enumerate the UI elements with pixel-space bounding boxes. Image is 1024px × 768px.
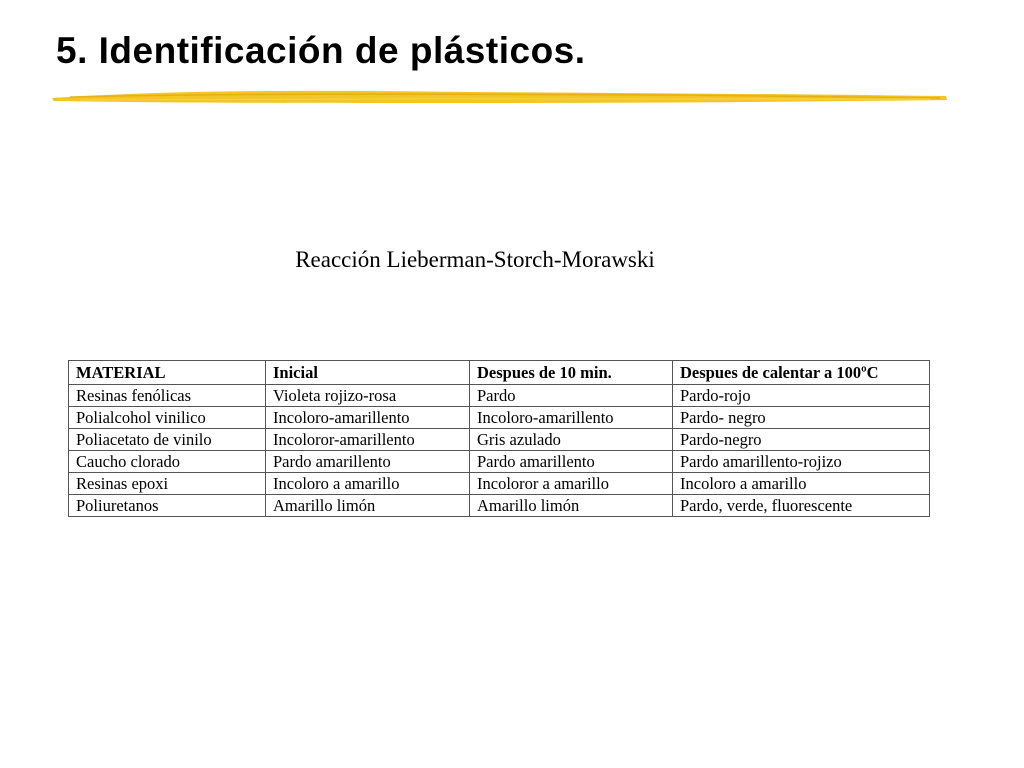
table-row — [69, 385, 930, 407]
after-heating-cell: Pardo- negro — [673, 407, 930, 429]
after-10-min-cell: Amarillo limón — [470, 495, 673, 517]
slide-title: 5. Identificación de plásticos. — [56, 30, 586, 71]
table-row — [69, 473, 930, 495]
table-row — [69, 495, 930, 517]
table-row — [69, 407, 930, 429]
initial-color-cell: Incoloro a amarillo — [266, 473, 470, 495]
after-10-min-cell: Pardo — [470, 385, 673, 407]
table-row — [69, 429, 930, 451]
initial-color-cell: Amarillo limón — [266, 495, 470, 517]
material-cell: Resinas fenólicas — [69, 385, 266, 407]
table-row — [69, 451, 930, 473]
initial-color-cell: Incoloror-amarillento — [266, 429, 470, 451]
after-10-min-cell: Pardo amarillento — [470, 451, 673, 473]
after-heating-cell: Pardo-rojo — [673, 385, 930, 407]
column-header-material: MATERIAL — [69, 361, 266, 385]
material-cell: Resinas epoxi — [69, 473, 266, 495]
column-header-after-10-min: Despues de 10 min. — [470, 361, 673, 385]
material-cell: Poliuretanos — [69, 495, 266, 517]
column-header-after-heating: Despues de calentar a 100ºC — [673, 361, 930, 385]
table-header-row — [69, 361, 930, 385]
material-cell: Polialcohol vinilico — [69, 407, 266, 429]
column-header-initial: Inicial — [266, 361, 470, 385]
after-heating-cell: Pardo amarillento-rojizo — [673, 451, 930, 473]
title-underline-brushstroke — [50, 84, 950, 108]
after-heating-cell: Pardo, verde, fluorescente — [673, 495, 930, 517]
after-10-min-cell: Gris azulado — [470, 429, 673, 451]
after-heating-cell: Incoloro a amarillo — [673, 473, 930, 495]
initial-color-cell: Pardo amarillento — [266, 451, 470, 473]
initial-color-cell: Incoloro-amarillento — [266, 407, 470, 429]
plastics-reaction-table — [68, 360, 930, 517]
after-heating-cell: Pardo-negro — [673, 429, 930, 451]
after-10-min-cell: Incoloror a amarillo — [470, 473, 673, 495]
after-10-min-cell: Incoloro-amarillento — [470, 407, 673, 429]
initial-color-cell: Violeta rojizo-rosa — [266, 385, 470, 407]
material-cell: Poliacetato de vinilo — [69, 429, 266, 451]
table-caption: Reacción Lieberman-Storch-Morawski — [295, 247, 655, 272]
material-cell: Caucho clorado — [69, 451, 266, 473]
